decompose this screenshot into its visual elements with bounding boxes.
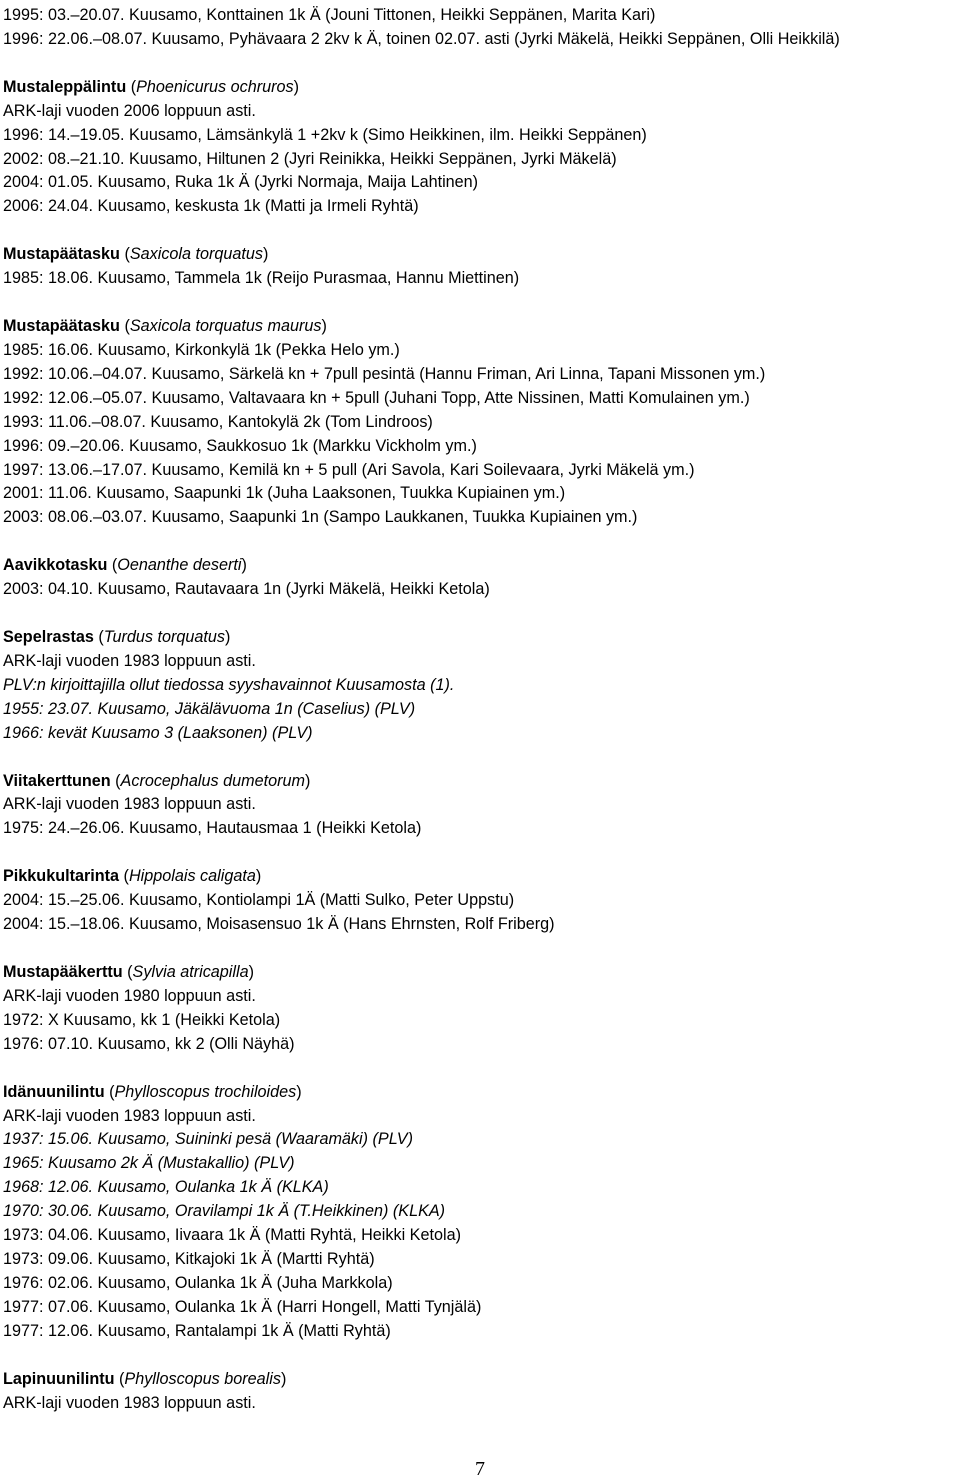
- species-name: Sepelrastas: [3, 628, 94, 647]
- observation-line: 2003: 04.10. Kuusamo, Rautavaara 1n (Jyrki Mäkelä, Heikki Ketola): [3, 580, 490, 599]
- species-section: [3, 1368, 958, 1416]
- observation-line: 1977: 07.06. Kuusamo, Oulanka 1k Ä (Harri Hongell, Matti Tynjälä): [3, 1297, 482, 1316]
- species-latin-name: Saxicola torquatus: [129, 245, 264, 264]
- observation-line: 1996: 22.06.–08.07. Kuusamo, Pyhävaara 2 2kv k Ä, toinen 02.07. asti (Jyrki Mäkelä, Heikki Seppänen, Olli Heikkilä): [3, 29, 840, 48]
- species-latin-name: Sylvia atricapilla: [132, 963, 249, 981]
- species-heading: Idänuunilintu (Phylloscopus trochiloides): [3, 1082, 302, 1101]
- observation-line: 1976: 07.10. Kuusamo, kk 2 (Olli Näyhä): [3, 1034, 295, 1053]
- observation-line: 1993: 11.06.–08.07. Kuusamo, Kantokylä 2k (Tom Lindroos): [3, 412, 433, 431]
- observation-line: 2004: 01.05. Kuusamo, Ruka 1k Ä (Jyrki Normaja, Maija Lahtinen): [3, 173, 479, 192]
- species-heading: Sepelrastas (Turdus torquatus): [3, 628, 231, 647]
- species-name: Viitakerttunen: [3, 771, 111, 790]
- species-heading: Mustapäätasku (Saxicola torquatus maurus): [3, 317, 327, 336]
- observation-line: ARK-laji vuoden 1980 loppuun asti.: [3, 986, 256, 1005]
- observation-line: 2006: 24.04. Kuusamo, keskusta 1k (Matti ja Irmeli Ryhtä): [3, 197, 419, 216]
- document-body: [3, 4, 958, 1415]
- observation-line: 1973: 09.06. Kuusamo, Kitkajoki 1k Ä (Martti Ryhtä): [3, 1249, 375, 1268]
- observation-line: 1997: 13.06.–17.07. Kuusamo, Kemilä kn + 5 pull (Ari Savola, Kari Soilevaara, Jyrki Mäkelä ym.): [3, 460, 695, 479]
- species-section: [3, 243, 958, 291]
- observation-line: 1996: 09.–20.06. Kuusamo, Saukkosuo 1k (Markku Vickholm ym.): [3, 436, 477, 455]
- species-name: Mustapäätasku: [3, 317, 120, 336]
- observation-line: 1995: 03.–20.07. Kuusamo, Konttainen 1k Ä (Jouni Tittonen, Heikki Seppänen, Marita Kari): [3, 6, 656, 24]
- species-section: [3, 1081, 958, 1344]
- page-number: 7: [475, 1458, 485, 1480]
- species-latin-name: Acrocephalus dumetorum: [120, 771, 305, 790]
- observation-line: 1977: 12.06. Kuusamo, Rantalampi 1k Ä (Matti Ryhtä): [3, 1321, 391, 1340]
- species-name: Mustaleppälintu: [3, 77, 127, 96]
- observation-line: 2004: 15.–25.06. Kuusamo, Kontiolampi 1Ä (Matti Sulko, Peter Uppstu): [3, 891, 515, 910]
- observation-line: 1966: kevät Kuusamo 3 (Laaksonen) (PLV): [3, 723, 313, 742]
- observation-line: PLV:n kirjoittajilla ollut tiedossa syyshavainnot Kuusamosta (1).: [3, 675, 455, 694]
- observation-line: ARK-laji vuoden 1983 loppuun asti.: [3, 1106, 256, 1125]
- observation-line: 2001: 11.06. Kuusamo, Saapunki 1k (Juha Laaksonen, Tuukka Kupiainen ym.): [3, 484, 566, 503]
- species-heading: Aavikkotasku (Oenanthe deserti): [3, 556, 247, 575]
- species-name: Mustapääkerttu: [3, 963, 123, 981]
- species-latin-name: Saxicola torquatus maurus: [129, 317, 322, 336]
- species-latin-name: Phylloscopus borealis: [124, 1369, 281, 1388]
- species-latin-name: Turdus torquatus: [103, 628, 225, 647]
- observation-line: 1975: 24.–26.06. Kuusamo, Hautausmaa 1 (Heikki Ketola): [3, 819, 422, 838]
- observation-line: 1970: 30.06. Kuusamo, Oravilampi 1k Ä (T.Heikkinen) (KLKA): [3, 1202, 446, 1221]
- observation-line: 2004: 15.–18.06. Kuusamo, Moisasensuo 1k Ä (Hans Ehrnsten, Rolf Friberg): [3, 915, 555, 934]
- species-heading: Mustaleppälintu (Phoenicurus ochruros): [3, 77, 299, 96]
- species-name: Mustapäätasku: [3, 245, 120, 264]
- observation-line: 1996: 14.–19.05. Kuusamo, Lämsänkylä 1 +2kv k (Simo Heikkinen, ilm. Heikki Seppänen): [3, 125, 647, 144]
- observation-line: ARK-laji vuoden 1983 loppuun asti.: [3, 1393, 256, 1412]
- observation-line: 2002: 08.–21.10. Kuusamo, Hiltunen 2 (Jyri Reinikka, Heikki Seppänen, Jyrki Mäkelä): [3, 149, 617, 168]
- species-latin-name: Phoenicurus ochruros: [136, 77, 294, 96]
- observation-line: 1992: 10.06.–04.07. Kuusamo, Särkelä kn + 7pull pesintä (Hannu Friman, Ari Linna, Tapani Missonen ym.): [3, 364, 766, 383]
- species-heading: Mustapääkerttu (Sylvia atricapilla): [3, 963, 254, 981]
- observation-line: 1972: X Kuusamo, kk 1 (Heikki Ketola): [3, 1010, 281, 1029]
- observation-line: 1992: 12.06.–05.07. Kuusamo, Valtavaara kn + 5pull (Juhani Topp, Atte Nissinen, Matti Komulainen ym.): [3, 388, 750, 407]
- observation-line: ARK-laji vuoden 1983 loppuun asti.: [3, 795, 256, 814]
- observation-line: 1973: 04.06. Kuusamo, Iivaara 1k Ä (Matti Ryhtä, Heikki Ketola): [3, 1226, 461, 1245]
- observation-line: 2003: 08.06.–03.07. Kuusamo, Saapunki 1n (Sampo Laukkanen, Tuukka Kupiainen ym.): [3, 508, 638, 527]
- species-heading: Viitakerttunen (Acrocephalus dumetorum): [3, 771, 311, 790]
- observation-line: ARK-laji vuoden 2006 loppuun asti.: [3, 101, 256, 120]
- species-latin-name: Oenanthe deserti: [117, 556, 242, 575]
- species-section: [3, 76, 958, 219]
- species-latin-name: Hippolais caligata: [128, 867, 256, 886]
- observation-line: 1976: 02.06. Kuusamo, Oulanka 1k Ä (Juha Markkola): [3, 1273, 393, 1292]
- species-name: Pikkukultarinta: [3, 867, 120, 886]
- species-section: [3, 554, 958, 602]
- observation-line: 1937: 15.06. Kuusamo, Suininki pesä (Waaramäki) (PLV): [3, 1130, 413, 1149]
- observation-line: 1955: 23.07. Kuusamo, Jäkälävuoma 1n (Caselius) (PLV): [3, 699, 416, 718]
- observation-line: ARK-laji vuoden 1983 loppuun asti.: [3, 651, 256, 670]
- observation-line: 1965: Kuusamo 2k Ä (Mustakallio) (PLV): [3, 1154, 295, 1173]
- species-section: [3, 4, 958, 52]
- species-latin-name: Phylloscopus trochiloides: [114, 1082, 297, 1101]
- species-section: [3, 315, 958, 530]
- observation-line: 1968: 12.06. Kuusamo, Oulanka 1k Ä (KLKA): [3, 1178, 329, 1197]
- species-heading: Lapinuunilintu (Phylloscopus borealis): [3, 1369, 287, 1388]
- species-section: [3, 961, 958, 1057]
- species-section: [3, 626, 958, 746]
- species-section: [3, 770, 958, 842]
- observation-line: 1985: 18.06. Kuusamo, Tammela 1k (Reijo Purasmaa, Hannu Miettinen): [3, 269, 520, 288]
- species-name: Idänuunilintu: [3, 1082, 105, 1101]
- observation-line: 1985: 16.06. Kuusamo, Kirkonkylä 1k (Pekka Helo ym.): [3, 340, 400, 359]
- species-section: [3, 865, 958, 937]
- species-name: Lapinuunilintu: [3, 1369, 115, 1388]
- species-heading: Mustapäätasku (Saxicola torquatus): [3, 245, 269, 264]
- species-name: Aavikkotasku: [3, 556, 108, 575]
- species-heading: Pikkukultarinta (Hippolais caligata): [3, 867, 262, 886]
